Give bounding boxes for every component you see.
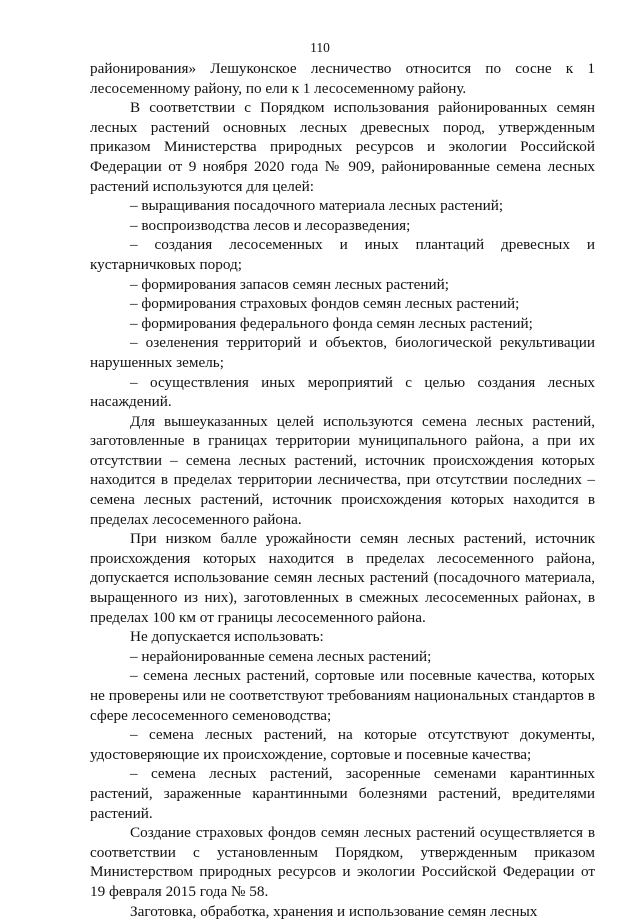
list-item-not-allowed: – семена лесных растений, сортовые или посевные качества, которых не проверены или не соответствуют требованиям национальных стандартов в сфере лесосеменного семеноводства;: [90, 667, 595, 724]
list-item-purpose: – выращивания посадочного материала лесных растений;: [130, 197, 504, 215]
list-item-not-allowed: – семена лесных растений, засоренные семенами карантинных растений, зараженные карантинными болезнями растений, вредителями растений.: [90, 765, 595, 822]
list-item-not-allowed: – семена лесных растений, на которые отсутствуют документы, удостоверяющие их происхождение, сортовые и посевные качества;: [90, 726, 595, 763]
list-item-purpose: – воспроизводства лесов и лесоразведения;: [130, 216, 411, 234]
list-item-purpose: – осуществления иных мероприятий с целью создания лесных насаждений.: [90, 373, 595, 411]
paragraph-continuation: районирования» Лешуконское лесничество относится по сосне к 1 лесосеменному району, по ели к 1 лесосеменному району.: [90, 60, 595, 97]
paragraph-regulation-intro: В соответствии с Порядком использования районированных семян лесных растений основных лесных древесных пород, утвержденным приказом Министерства природных ресурсов и экологии Российской Федерации от 9 ноября 2020 года № 909, районированные семена лесных растений используются для целей:: [90, 99, 595, 195]
list-item-purpose: – создания лесосеменных и иных плантаций древесных и кустарничковых пород;: [90, 236, 595, 273]
list-item-purpose: – озеленения территорий и объектов, биологической рекультивации нарушенных земель;: [90, 334, 595, 371]
list-item-purpose: – формирования страховых фондов семян лесных растений;: [130, 295, 520, 313]
paragraph-not-allowed-intro: Не допускается использовать:: [130, 628, 324, 646]
paragraph-procurement: Заготовка, обработка, хранения и использование семян лесных: [130, 902, 538, 920]
paragraph-low-yield: При низком балле урожайности семян лесных растений, источник происхождения которых находится в пределах лесосеменного района, допускается использование семян лесных растений (посадочного материала, выращенного из них), заготовленных в смежных лесосеменных районах, в пределах 100 км от границы лесосеменного района.: [90, 530, 595, 626]
page-number: 110: [310, 40, 330, 55]
list-item-purpose: – формирования федерального фонда семян лесных растений;: [130, 314, 533, 332]
document-body: [90, 59, 595, 921]
paragraph-seed-sources: Для вышеуказанных целей используются семена лесных растений, заготовленные в границах территории муниципального района, а при их отсутствии – семена лесных растений, источник происхождения которых находится в пределах территории лесничества, при отсутствии последних – семена лесных растений, источник происхождения которых находится в пределах лесосеменного района.: [90, 412, 595, 528]
list-item-not-allowed: – нерайонированные семена лесных растений;: [130, 647, 432, 665]
list-item-purpose: – формирования запасов семян лесных растений;: [130, 275, 449, 293]
paragraph-insurance-funds: Создание страховых фондов семян лесных растений осуществляется в соответствии с установленным Порядком, утвержденным приказом Министерством природных ресурсов и экологии Российской Федерации от 19 февраля 2015 года № 58.: [90, 824, 595, 900]
